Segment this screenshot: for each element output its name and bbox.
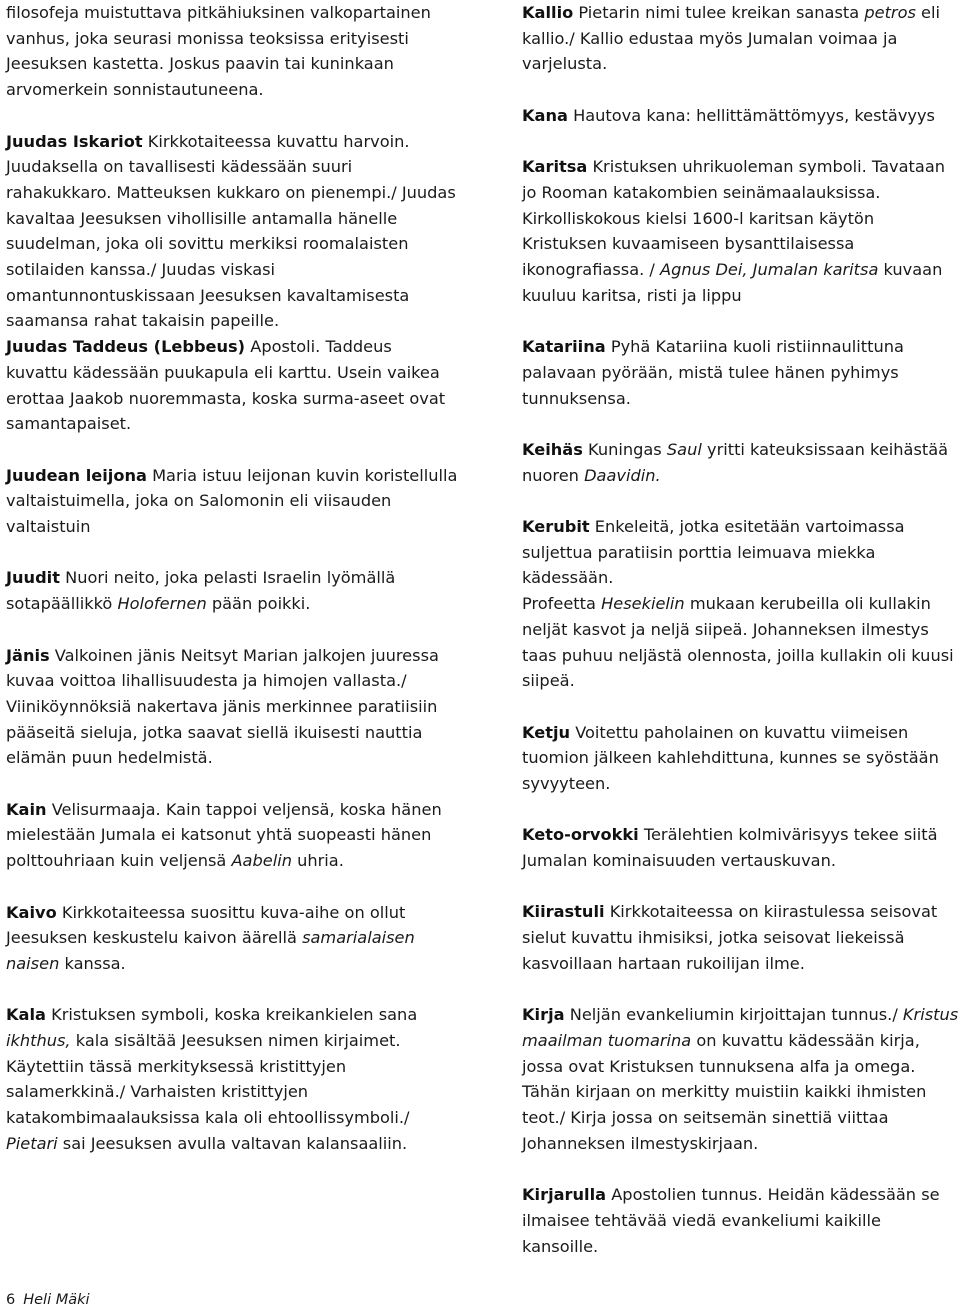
glossary-entry xyxy=(522,514,960,694)
glossary-entry xyxy=(6,334,458,437)
entry-text: kuvaan kuuluu karitsa, risti ja lippu xyxy=(522,260,943,305)
entry-text: filosofeja muistuttava pitkähiuksinen valkopartainen vanhus, joka seurasi monissa teoksissa erityisesti Jeesuksen kastetta. Joskus paavin tai kuninkaan arvomerkein sonnistautuneena. xyxy=(6,3,431,100)
entry-text: yritti kateuksissaan keihästää nuoren xyxy=(522,439,949,485)
entry-text: on kuvattu kädessään kirja, jossa ovat Kristuksen tunnuksena alfa ja omega. Tähän kirjaan on merkitty muistiin kaikki ihmisten teot./ Kirja jossa on seitsemän sinettiä viittaa Johanneksen ilmestyskirjaan. xyxy=(522,1030,927,1153)
right-column xyxy=(522,0,960,1285)
entry-text: Enkeleitä, jotka esitetään vartoimassa suljettua paratiisin porttia leimuava miekka kädessään. Profeetta xyxy=(522,516,905,614)
glossary-entry xyxy=(522,103,960,129)
entry-emphasis: Pietari xyxy=(6,1133,58,1153)
glossary-entry xyxy=(522,1182,960,1259)
entry-emphasis: Aabelin xyxy=(231,851,292,871)
entry-text: pään poikki. xyxy=(206,594,311,614)
entry-text: sai Jeesuksen avulla valtavan kalansaaliin. xyxy=(57,1133,408,1153)
entry-term: Juudas Taddeus (Lebbeus) xyxy=(6,337,246,357)
entry-emphasis: samarialaisen naisen xyxy=(6,928,415,973)
entry-term: Kala xyxy=(6,1005,46,1025)
entry-text: kanssa. xyxy=(59,953,126,973)
glossary-entry xyxy=(522,437,960,488)
entry-term: Kain xyxy=(6,799,47,819)
entry-text: Neljän evankeliumin kirjoittajan tunnus./ xyxy=(564,1005,903,1025)
entry-text: Hautova kana: hellittämättömyys, kestävyys xyxy=(567,105,935,125)
entry-text: Kirkkotaiteessa kuvattu harvoin. Juudaksella on tavallisesti kädessään suuri rahakukkaro. Matteuksen kukkaro on pienempi./ Juudas kavaltaa Jeesuksen vihollisille antamalla hänelle suudelman, joka oli sovittu merkiksi roomalaisten sotilaiden kanssa./ Juudas viskasi omantunnontuskissaan Jeesuksen kavaltamisesta saamansa rahat takaisin papeille. xyxy=(6,131,456,331)
entry-text: Maria istuu leijonan kuvin koristellulla valtaistuimella, joka on Salomonin eli viisauden valtaistuin xyxy=(6,465,458,537)
entry-emphasis: Kristus maailman tuomarina xyxy=(522,1005,959,1050)
entry-text: Kristuksen symboli, koska kreikankielen sana xyxy=(45,1005,418,1025)
entry-term: Juudean leijona xyxy=(6,465,147,485)
entry-text: Pyhä Katariina kuoli ristiinnaulittuna palavaan pyörään, mistä tulee hänen pyhimys tunnuksensa. xyxy=(522,337,904,408)
glossary-entry xyxy=(522,0,960,77)
entry-text: Pietarin nimi tulee kreikan sanasta xyxy=(573,3,865,22)
left-column xyxy=(6,0,458,1182)
entry-text: Kuningas xyxy=(582,439,667,459)
glossary-entry xyxy=(6,1002,458,1156)
entry-term: Katariina xyxy=(522,337,606,357)
page-number: 6 xyxy=(6,1292,16,1308)
entry-emphasis: Hesekielin xyxy=(601,594,685,614)
entry-text: Kirkkotaiteessa on kiirastulessa seisovat sielut kuvattu ihmisiksi, jotka seisovat liekeissä kasvoillaan hartaan rukoilijan ilme. xyxy=(522,902,938,973)
entry-text: Apostoli. Taddeus kuvattu kädessään puukapula eli karttu. Usein vaikea erottaa Jaakob nuoremmasta, koska surma-aseet ovat samantapaiset. xyxy=(6,337,446,434)
entry-term: Kerubit xyxy=(522,516,590,536)
entry-term: Keto-orvokki xyxy=(522,825,639,845)
entry-text: Terälehtien kolmivärisyys tekee siitä Jumalan kominaisuuden vertauskuvan. xyxy=(522,825,938,871)
page-footer xyxy=(6,1291,90,1309)
entry-text: Nuori neito, joka pelasti Israelin lyömällä sotapäällikkö xyxy=(6,568,396,614)
entry-text: Voitettu paholainen on kuvattu viimeisen tuomion jälkeen kahlehdittuna, kunnes se syöstään syvyyteen. xyxy=(522,722,939,793)
entry-text: Valkoinen jänis Neitsyt Marian jalkojen juuressa kuvaa voittoa lihallisuudesta ja himojen vallasta./ Viiniköynnöksiä nakertava jänis merkinnee paratiisiin pääseitä sieluja, jotka saavat siellä ikuisesti nauttia elämän puun hedelmistä. xyxy=(6,645,439,768)
entry-emphasis: petros xyxy=(864,3,916,22)
entry-term: Jänis xyxy=(6,645,50,665)
author-name: Heli Mäki xyxy=(23,1292,90,1308)
entry-term: Keihäs xyxy=(522,439,583,459)
entry-term: Juudas Iskariot xyxy=(6,131,143,151)
glossary-entry xyxy=(522,720,960,797)
glossary-entry xyxy=(6,565,458,616)
entry-text: eli kallio./ Kallio edustaa myös Jumalan voimaa ja varjelusta. xyxy=(522,3,941,74)
entry-text: Kristuksen uhrikuoleman symboli. Tavataan jo Rooman katakombien seinämaalauksissa. Kirkolliskokous kielsi 1600-l karitsan käytön Kristuksen kuvaamiseen bysanttilaisessa ikonografiassa. / xyxy=(522,157,946,279)
entry-term: Kiirastuli xyxy=(522,902,605,922)
entry-term: Kana xyxy=(522,105,568,125)
entry-emphasis: Saul xyxy=(666,439,702,459)
glossary-entry xyxy=(6,129,458,335)
glossary-entry xyxy=(522,899,960,976)
entry-text: mukaan kerubeilla oli kullakin neljät kasvot ja neljä siipeä. Johanneksen ilmestys taas puhuu neljästä olennosta, joilla kullakin oli kuusi siipeä. xyxy=(522,594,954,691)
entry-term: Kaivo xyxy=(6,902,57,922)
entry-emphasis: Holofernen xyxy=(117,594,207,614)
entry-text: Velisurmaaja. Kain tappoi veljensä, koska hänen mielestään Jumala ei katsonut yhtä suopeasti hänen polttouhriaan kuin veljensä xyxy=(6,799,442,871)
glossary-entry xyxy=(522,334,960,411)
glossary-entry xyxy=(522,154,960,308)
entry-text: Apostolien tunnus. Heidän kädessään se ilmaisee tehtävää viedä evankeliumi kaikille kansoille. xyxy=(522,1185,940,1256)
entry-text: Kirkkotaiteessa suosittu kuva-aihe on ollut Jeesuksen keskustelu kaivon äärellä xyxy=(6,902,406,948)
entry-term: Ketju xyxy=(522,722,571,742)
glossary-entry xyxy=(6,643,458,772)
entry-term: Kallio xyxy=(522,3,574,22)
entry-term: Kirjarulla xyxy=(522,1185,607,1205)
glossary-entry xyxy=(522,822,960,873)
entry-text: uhria. xyxy=(291,851,344,871)
entry-emphasis: Agnus Dei, Jumalan karitsa xyxy=(660,260,879,279)
glossary-entry xyxy=(6,900,458,977)
entry-term: Kirja xyxy=(522,1005,565,1025)
entry-term: Karitsa xyxy=(522,157,588,177)
glossary-entry xyxy=(6,0,458,103)
entry-emphasis: ikhthus, xyxy=(6,1031,71,1051)
entry-term: Juudit xyxy=(6,568,60,588)
entry-text: kala sisältää Jeesuksen nimen kirjaimet. Käytettiin tässä merkityksessä kristittyjen salamerkkinä./ Varhaisten kristittyjen katakombimaalauksissa kala oli ehtoollissymboli./ xyxy=(6,1031,410,1128)
glossary-entry xyxy=(6,797,458,874)
glossary-entry xyxy=(6,463,458,540)
glossary-entry xyxy=(522,1002,960,1156)
entry-emphasis: Daavidin. xyxy=(584,465,661,485)
